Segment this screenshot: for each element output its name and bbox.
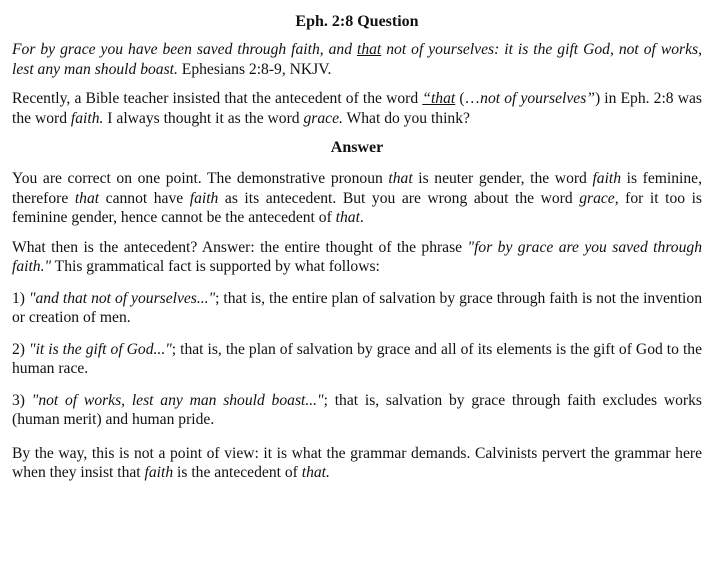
- list-item-number: 1): [12, 289, 29, 307]
- para1-text-4: cannot have: [99, 189, 190, 207]
- para1-text-5: as its antecedent. But you are wrong about the word: [218, 189, 580, 207]
- list-item-number: 3): [12, 391, 32, 409]
- list-item: [12, 391, 702, 430]
- closing-faith: faith: [144, 464, 174, 481]
- list-item-quote: "and that not of yourselves...": [28, 289, 216, 307]
- answer-heading: Answer: [330, 139, 384, 156]
- para1-that-3: that: [335, 209, 360, 226]
- list-item-text: ; that is, the entire plan of salvation by grace through faith is not the invention or creation of men.: [12, 289, 702, 326]
- verse-reference: Ephesians 2:8-9, NKJV.: [177, 60, 332, 78]
- para1-text-7: .: [359, 209, 364, 226]
- para2-quote: "for by grace are you saved through faith.": [12, 238, 702, 275]
- list-item-number: 2): [12, 340, 30, 358]
- list-item-quote: "not of works, lest any man should boast...": [31, 391, 324, 409]
- list-item-quote: "it is the gift of God...": [29, 340, 172, 358]
- answer-paragraph-2: [12, 238, 702, 277]
- closing-text-2: is the antecedent of: [173, 464, 302, 481]
- answer-paragraph-1: [12, 169, 702, 228]
- para1-that-2: that: [74, 189, 100, 207]
- para1-faith-1: faith: [592, 170, 622, 187]
- question-text-4: I always thought it as the word: [103, 109, 304, 127]
- verse-text-that: that: [357, 41, 382, 58]
- question-grace: grace.: [303, 109, 343, 127]
- list-item: [12, 340, 702, 379]
- para1-faith-2: faith: [189, 189, 219, 207]
- para1-text-1: You are correct on one point. The demonstrative pronoun: [12, 170, 389, 187]
- para1-text-2: is neuter gender, the word: [412, 170, 593, 187]
- question-faith: faith.: [70, 109, 104, 127]
- question-text-3: ) in Eph. 2:8 was the word: [12, 90, 702, 127]
- question-text-2: (…: [455, 90, 481, 107]
- verse-text-2: not of yourselves: it is the gift God, not of works, lest any man should boast.: [12, 41, 702, 78]
- para2-text-2: This grammatical fact is supported by what follows:: [51, 258, 380, 275]
- verse-text-1: For by grace you have been saved through faith, and: [12, 41, 357, 58]
- page-title: Eph. 2:8 Question: [295, 13, 419, 30]
- question-not-of-yourselves: not of yourselves”: [480, 90, 595, 107]
- para2-text-1: What then is the antecedent? Answer: the entire thought of the phrase: [12, 238, 468, 256]
- question-that: “that: [422, 90, 456, 107]
- question-text-5: What do you think?: [342, 109, 470, 127]
- verse-paragraph: [12, 40, 702, 79]
- para1-text-3: is feminine, therefore: [12, 170, 702, 207]
- para1-text-6: for it too is feminine gender, hence cannot be the antecedent of: [12, 189, 702, 226]
- para1-grace: grace,: [579, 189, 619, 207]
- closing-text-1: By the way, this is not a point of view: it is what the grammar demands. Calvinists pervert the grammar here when they insist that: [12, 444, 702, 481]
- list-item-text: ; that is, the plan of salvation by grace and all of its elements is the gift of God to the human race.: [12, 340, 702, 377]
- para1-that-1: that: [388, 170, 413, 187]
- closing-that: that.: [301, 464, 330, 481]
- list-item: [12, 289, 702, 328]
- list-item-text: ; that is, salvation by grace through faith excludes works (human merit) and human pride.: [12, 391, 702, 428]
- question-text-1: Recently, a Bible teacher insisted that the antecedent of the word: [12, 90, 423, 107]
- closing-paragraph: [12, 444, 702, 483]
- question-paragraph: [12, 89, 702, 128]
